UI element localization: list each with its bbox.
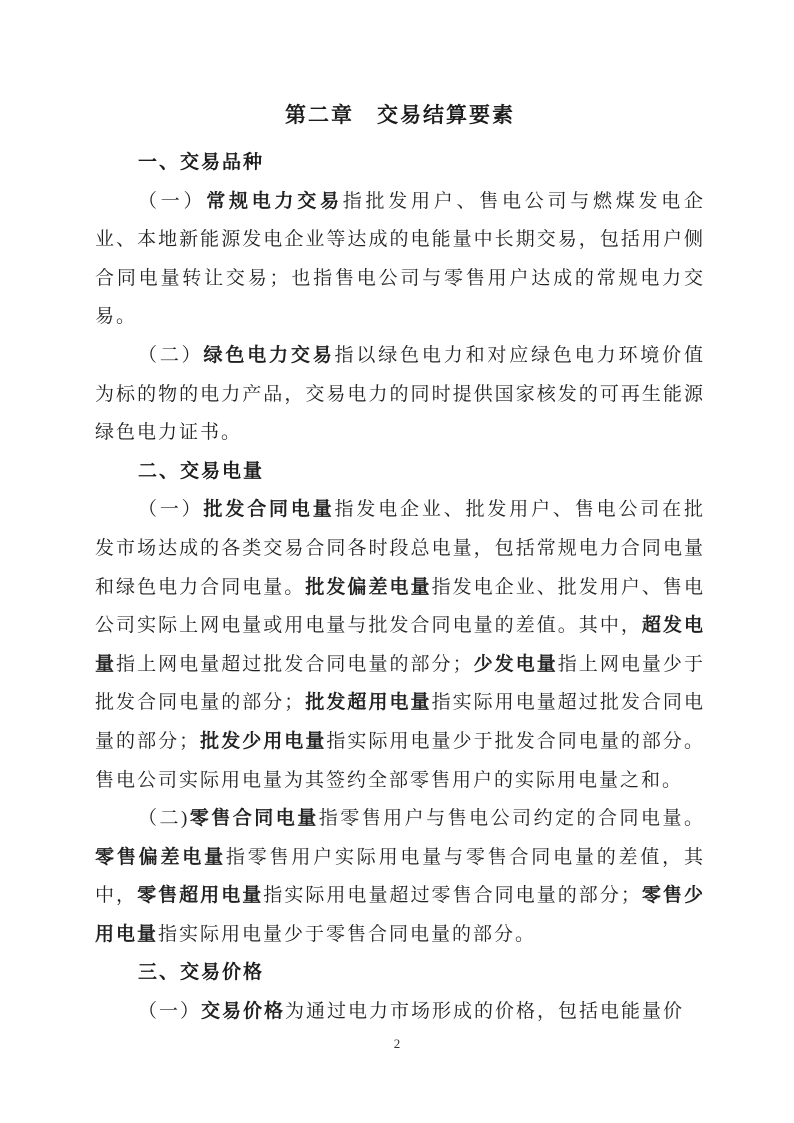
term-bold: 零售偏差电量 <box>95 846 226 868</box>
document-body <box>95 144 705 1032</box>
text-run: 指零售用户与售电公司约定的合同电量。 <box>318 808 705 830</box>
text-run: 指实际用电量少于批发合同电量的部分。售电公司实际用电量为其签约全部零售用户的实际用电量之和。 <box>95 730 705 791</box>
term-bold: 超发电量 <box>95 615 705 675</box>
para-wholesale-volume <box>95 491 705 800</box>
text-run: （一） <box>138 1001 202 1023</box>
text-run: 指实际用电量超过零售合同电量的部分； <box>263 885 642 907</box>
section-2-heading <box>95 453 705 492</box>
text-run: 指发电企业、批发用户、售电公司在批发市场达成的各类交易合同各时段总电量，包括常规电力合同电量和绿色电力合同电量。 <box>95 499 705 598</box>
text-run: 指上网电量少于批发合同电量的部分； <box>95 653 705 714</box>
para-retail-volume <box>95 800 705 954</box>
text-run: （一） <box>138 499 204 521</box>
page-number: 2 <box>393 1036 401 1051</box>
term-bold: 二、交易电量 <box>138 460 265 482</box>
text-run: 指实际用电量少于零售合同电量的部分。 <box>158 923 537 945</box>
text-run: （二） <box>138 344 204 366</box>
term-bold: 零售少用电量 <box>95 885 705 945</box>
section-3-heading <box>95 954 705 993</box>
text-run: （一） <box>138 190 207 212</box>
text-run: 指实际用电量超过批发合同电量的部分； <box>95 692 705 752</box>
term-bold: 零售合同电量 <box>189 808 319 830</box>
term-bold: 少发电量 <box>473 653 558 675</box>
term-bold: 交易价格 <box>201 1001 286 1023</box>
term-bold: 三、交易价格 <box>138 962 265 984</box>
term-bold: 一、交易品种 <box>138 152 265 173</box>
term-bold: 批发合同电量 <box>203 499 335 521</box>
chapter-title: 第二章 交易结算要素 <box>285 104 515 127</box>
para-trading-price <box>95 993 705 1032</box>
text-run: 指发电企业、批发用户、售电公司实际上网电量或用电量与批发合同电量的差值。其中， <box>95 576 705 637</box>
text-run: 为通过电力市场形成的价格，包括电能量价 <box>285 1001 685 1023</box>
text-run: 指零售用户实际用电量与零售合同电量的差值，其中， <box>95 846 705 907</box>
term-bold: 批发超用电量 <box>305 692 432 714</box>
term-bold: 绿色电力交易 <box>203 344 335 366</box>
term-bold: 常规电力交易 <box>206 190 343 212</box>
section-1-heading <box>95 144 705 183</box>
para-trading-green <box>95 337 705 453</box>
term-bold: 批发偏差电量 <box>305 576 432 598</box>
para-trading-regular <box>95 183 705 337</box>
text-run: 指以绿色电力和对应绿色电力环境价值为标的物的电力产品，交易电力的同时提供国家核发的可再生能源绿色电力证书。 <box>95 344 705 444</box>
text-run: 指批发用户、售电公司与燃煤发电企业、本地新能源发电企业等达成的电能量中长期交易，包括用户侧合同电量转让交易；也指售电公司与零售用户达成的常规电力交易。 <box>95 190 705 328</box>
text-run: 指上网电量超过批发合同电量的部分； <box>116 653 474 675</box>
term-bold: 批发少用电量 <box>200 730 327 752</box>
text-run: （二) <box>138 808 190 830</box>
term-bold: 零售超用电量 <box>137 885 264 907</box>
